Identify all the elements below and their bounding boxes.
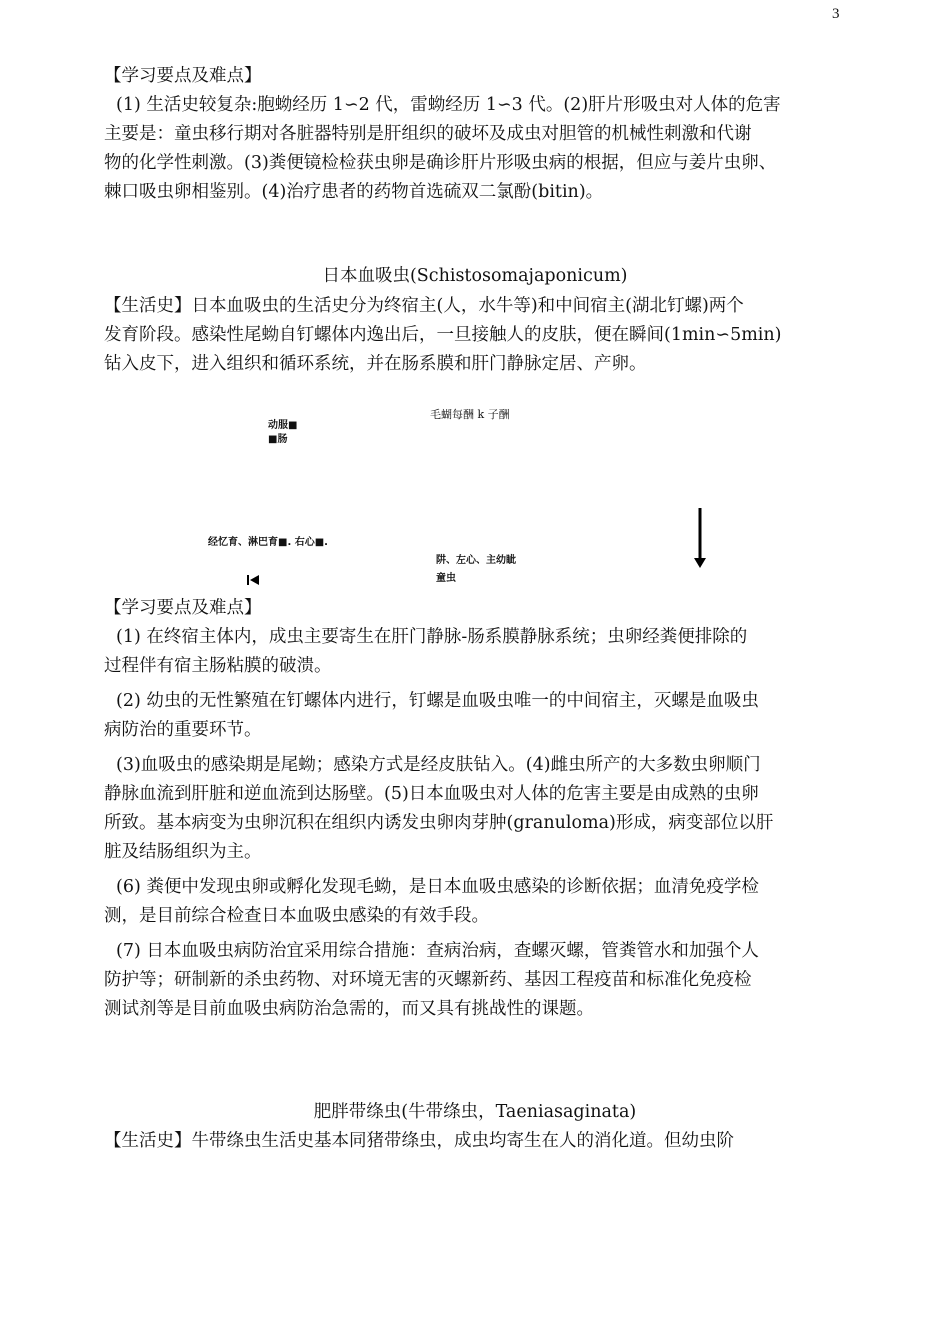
schistosoma-key-points (104, 594, 849, 1024)
paragraph-line: 过程伴有宿主肠粘膜的破溃。 (104, 656, 332, 676)
taenia-title: 肥胖带绦虫(牛带绦虫，Taeniasaginata) (313, 1102, 637, 1122)
diagram-label-lymph-heart: 经忆育、淋巴育■. 右心■. (208, 537, 328, 548)
paragraph-line: 钻入皮下，进入组织和循环系统，并在肠系膜和肝门静脉定居、产卵。 (104, 354, 647, 374)
paragraph-line: 发育阶段。感染性尾蚴自钉螺体内逸出后，一旦接触人的皮肤，便在瞬间(1min∽5min) (104, 325, 782, 345)
schistosoma-title: 日本血吸虫(Schistosomajaponicum) (322, 266, 628, 286)
paragraph-line: 主要是：童虫移行期对各脏器特别是肝组织的破坏及成虫对胆管的机械性刺激和代谢 (104, 124, 752, 144)
diagram-label-juvenile: 童虫 (436, 573, 456, 584)
schistosoma-life-cycle (104, 292, 849, 379)
paragraph-line: 防护等；研制新的杀虫药物、对环境无害的灭螺新药、基因工程疫苗和标准化免疫检 (104, 970, 752, 990)
paragraph-line: (1) 在终宿主体内，成虫主要寄生在肝门静脉-肠系膜静脉系统；虫卵经粪便排除的 (116, 627, 748, 647)
left-arrow-icon (246, 574, 260, 586)
paragraph-line: 测试剂等是目前血吸虫病防治急需的，而又具有挑战性的课题。 (104, 999, 594, 1019)
taenia-life-cycle (104, 1127, 849, 1156)
paragraph-line: (1) 生活史较复杂:胞蚴经历 1∽2 代，雷蚴经历 1∽3 代。(2)肝片形吸虫对人体的危害 (116, 95, 781, 115)
paragraph-line: 【生活史】日本血吸虫的生活史分为终宿主(人，水牛等)和中间宿主(湖北钉螺)两个 (104, 296, 744, 316)
paragraph-line: 脏及结肠组织为主。 (104, 842, 262, 862)
section-heading: 【学习要点及难点】 (104, 598, 262, 618)
paragraph-line: 物的化学性刺激。(3)粪便镜检检获虫卵是确诊肝片形吸虫病的根据，但应与姜片虫卵、 (104, 153, 777, 173)
diagram-label-artery: 动服■ (268, 420, 298, 431)
paragraph-line: (6) 粪便中发现虫卵或孵化发现毛蚴，是日本血吸虫感染的诊断依据；血清免疫学检 (116, 877, 759, 897)
paragraph-line: 病防治的重要环节。 (104, 720, 262, 740)
page-number: 3 (832, 6, 840, 22)
paragraph-line: 静脉血流到肝脏和逆血流到达肠壁。(5)日本血吸虫对人体的危害主要是由成熟的虫卵 (104, 784, 759, 804)
paragraph-line: (7) 日本血吸虫病防治宜采用综合措施：查病治病，查螺灭螺，管粪管水和加强个人 (116, 941, 759, 961)
paragraph-line: 【生活史】牛带绦虫生活史基本同猪带绦虫，成虫均寄生在人的消化道。但幼虫阶 (104, 1131, 734, 1151)
life-cycle-diagram (0, 400, 950, 586)
paragraph-line: 测，是目前综合检查日本血吸虫感染的有效手段。 (104, 906, 489, 926)
diagram-label-intestine: ■肠 (268, 434, 288, 445)
paragraph-line: (3)血吸虫的感染期是尾蚴；感染方式是经皮肤钻入。(4)雌虫所产的大多数虫卵顺门 (116, 755, 761, 775)
fasciola-key-points (104, 62, 849, 207)
paragraph-line: 所致。基本病变为虫卵沉积在组织内诱发虫卵肉芽肿(granuloma)形成，病变部位以肝 (104, 813, 774, 833)
paragraph-line: (2) 幼虫的无性繁殖在钉螺体内进行，钉螺是血吸虫唯一的中间宿主，灭螺是血吸虫 (116, 691, 759, 711)
section-heading: 【学习要点及难点】 (104, 66, 262, 86)
diagram-label-lung-heart: 阱、左心、主幼眦 (436, 555, 516, 566)
paragraph-line: 棘口吸虫卵相鉴别。(4)治疗患者的药物首选硫双二氯酚(bitin)。 (104, 182, 604, 202)
down-arrow-icon (692, 508, 708, 568)
diagram-label-miracidium: 毛蝴每酬 k 子酬 (430, 408, 510, 421)
